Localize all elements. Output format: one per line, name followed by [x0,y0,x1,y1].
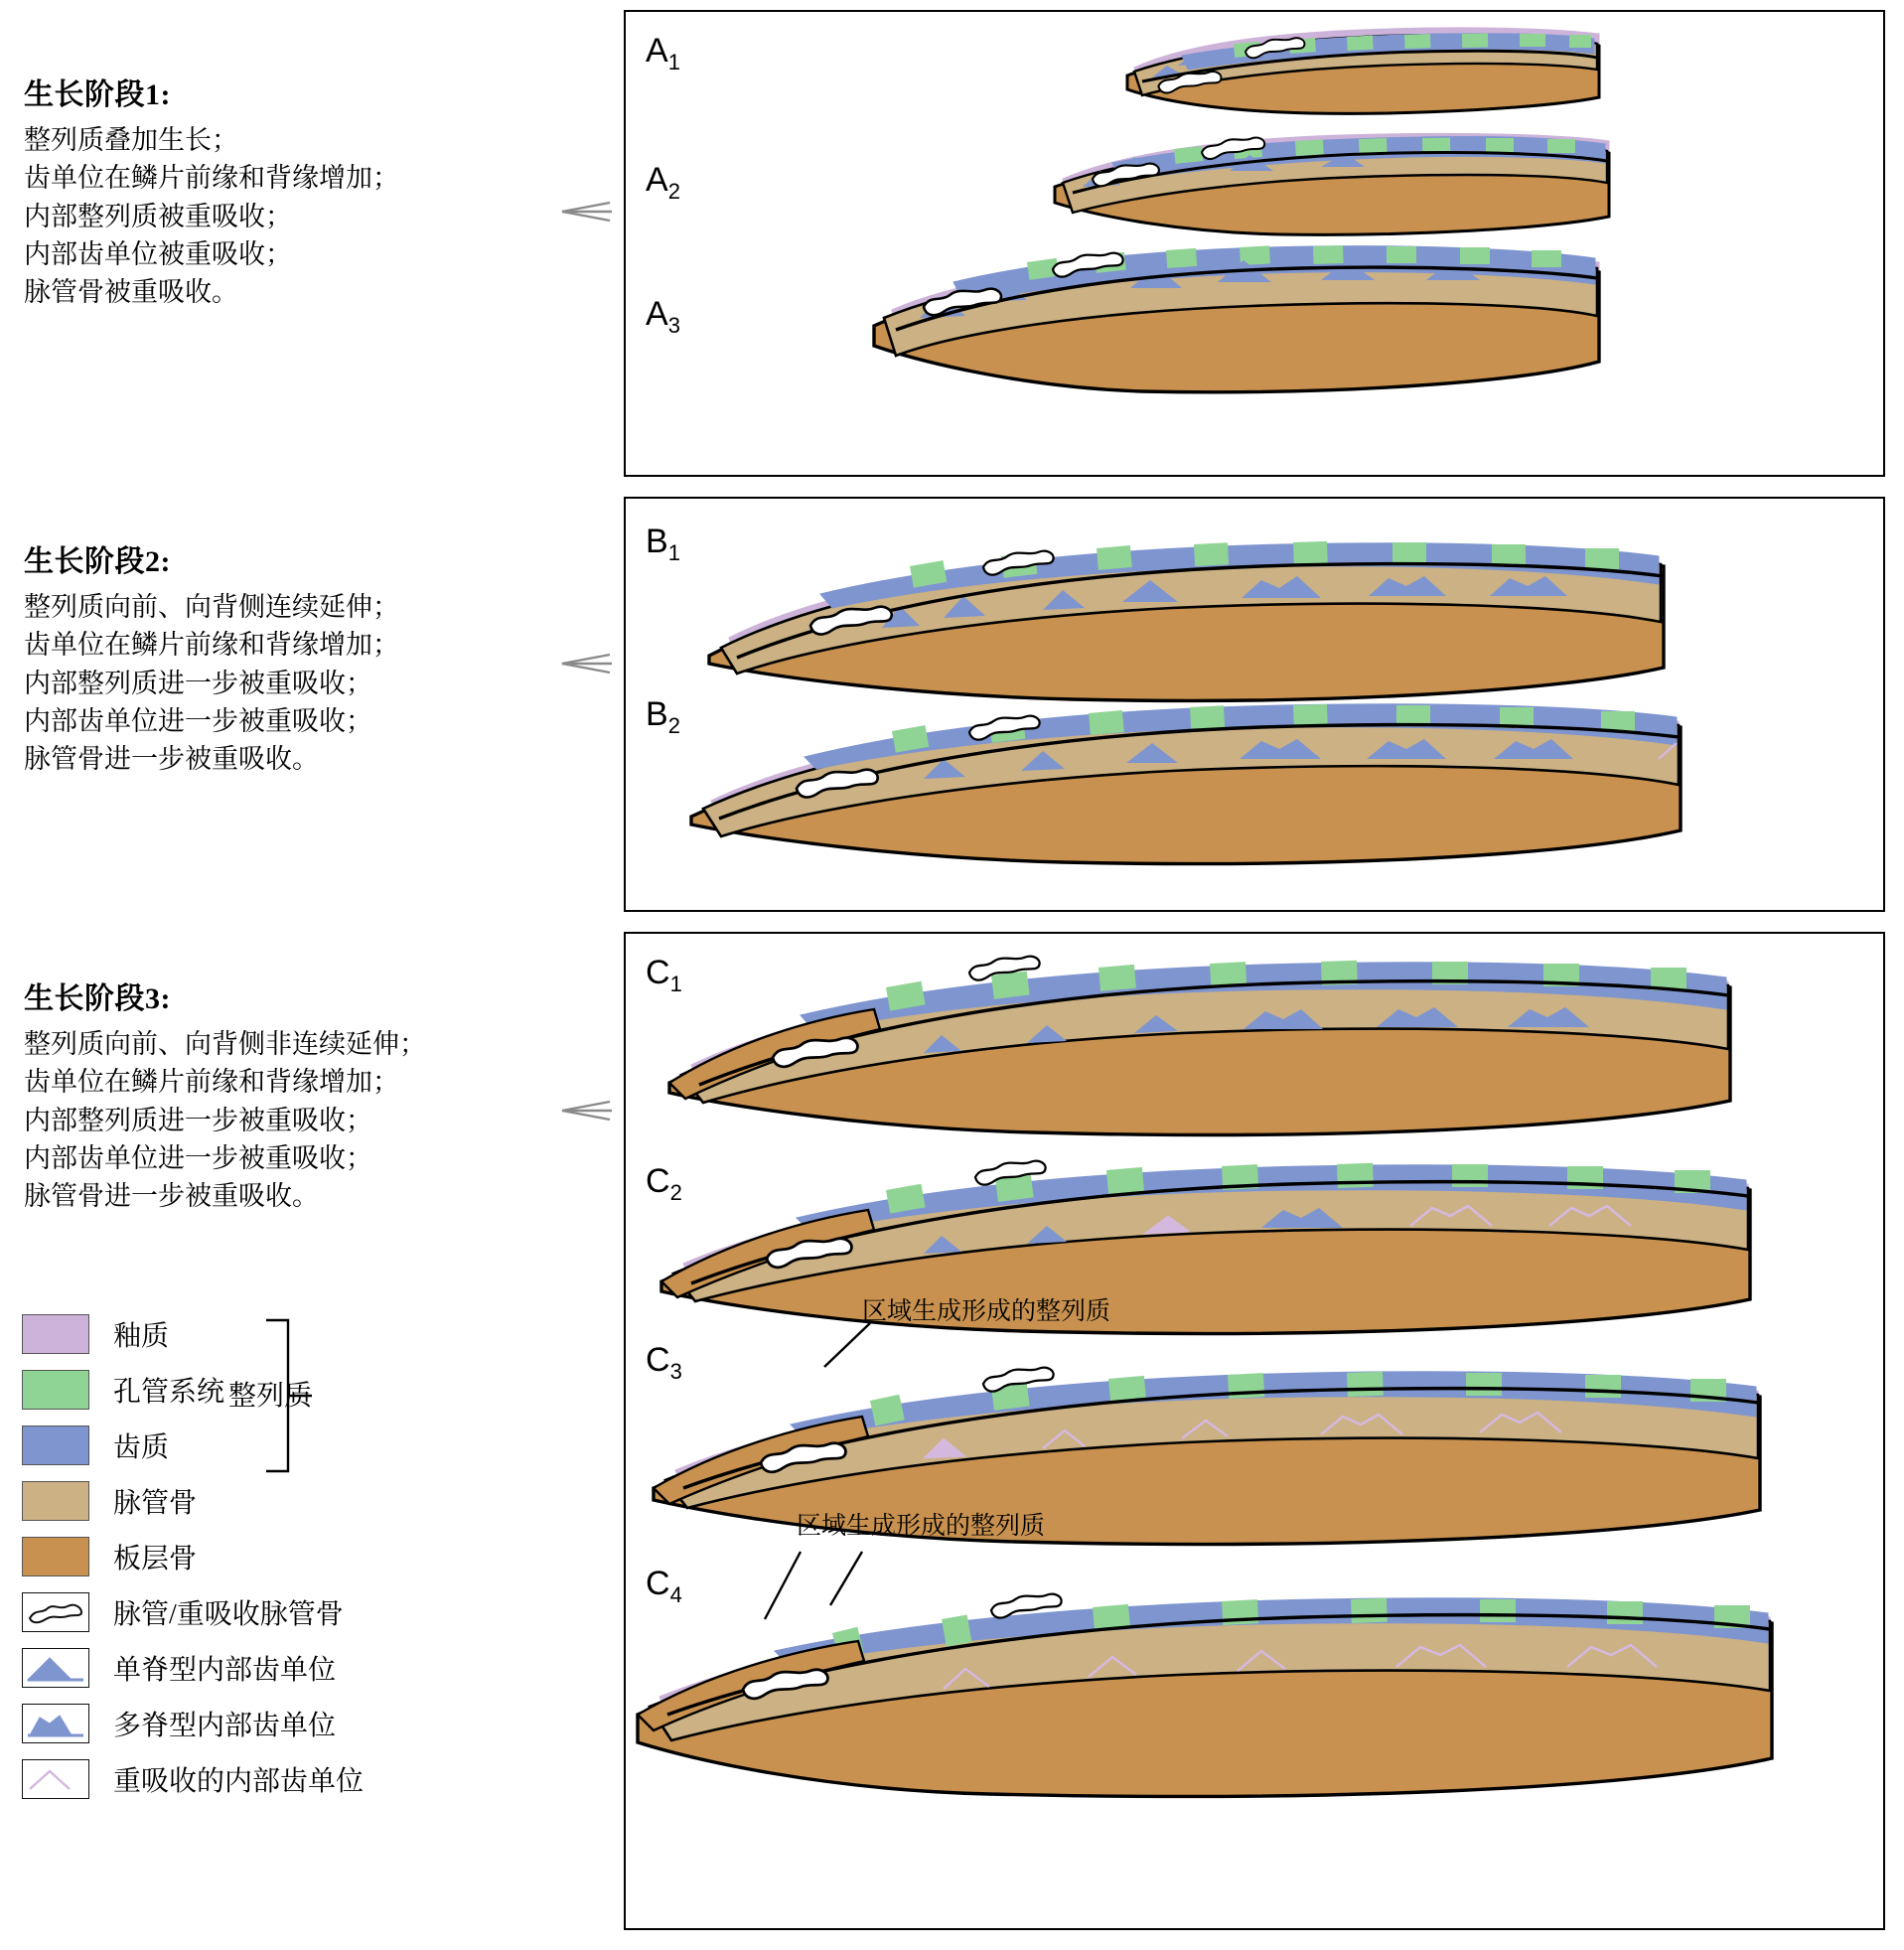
panel-a [624,10,1885,477]
panel-c-drawing [626,934,1883,1928]
annotation-c3: 区域生成形成的整列质 [862,1298,1111,1325]
specimen-label-a2-letter: A [646,161,668,199]
stage-1-line-5: 脉管骨被重吸收。 [24,277,238,308]
stage-2-line-3: 内部整列质进一步被重吸收； [24,668,372,698]
specimen-label-c4 [646,1565,682,1608]
panel-b [624,497,1885,912]
panel-c [624,932,1885,1930]
pore-canal-swatch [22,1370,89,1410]
specimen-label-b2-sub: 2 [667,712,680,738]
scale-a3 [874,245,1599,392]
vascular-canal-icon [22,1592,89,1632]
stage-2-line-2: 齿单位在鳞片前缘和背缘增加； [24,630,399,661]
stage-3-line-2: 齿单位在鳞片前缘和背缘增加； [24,1067,399,1098]
specimen-label-a3-letter: A [646,295,668,333]
specimen-label-a3-sub: 3 [667,312,680,338]
specimen-label-c1-sub: 1 [669,971,682,996]
legend-item-dentine [22,1418,538,1473]
resorbed-odontode-icon [22,1759,89,1799]
stage-3-line-4: 内部齿单位进一步被重吸收； [24,1142,372,1173]
panel-b-drawing [626,499,1883,910]
arrow-to-panel-b [552,651,612,676]
multi-ridge-odontode-icon [22,1704,89,1743]
legend-item-enamel [22,1306,538,1362]
stage-1-line-3: 内部整列质被重吸收； [24,201,292,231]
arrow-to-panel-c [552,1098,612,1124]
stage-1-line-4: 内部齿单位被重吸收； [24,238,292,269]
enamel-label: 釉质 [113,1321,170,1352]
specimen-label-a1-sub: 1 [667,49,680,75]
pore-canal-label: 孔管系统 [113,1377,225,1408]
enamel-swatch [22,1314,89,1354]
scale-a2 [1055,133,1609,234]
stage-3-line-5: 脉管骨进一步被重吸收。 [24,1181,319,1212]
stage-3-line-1: 整列质向前、向背侧非连续延伸； [24,1029,426,1059]
left-text-column [0,0,596,1948]
specimen-label-c3-letter: C [646,1341,670,1379]
dentine-swatch [22,1425,89,1465]
vascular-resorbed-label: 脉管/重吸收脉管骨 [113,1599,344,1630]
stage-1-line-1: 整列质叠加生长； [24,125,238,155]
stage-1-title: 生长阶段1: [24,78,171,111]
specimen-label-c1-letter: C [646,954,670,991]
specimen-label-c1 [646,954,682,997]
vascular-bone-label: 脉管骨 [113,1488,198,1519]
legend-item-vascular-resorbed [22,1584,538,1640]
legend [22,1306,538,1807]
specimen-label-a1-letter: A [646,32,668,70]
single-ridge-label: 单脊型内部齿单位 [113,1655,337,1686]
dentine-label: 齿质 [113,1432,170,1463]
specimen-label-c2 [646,1162,682,1206]
stage-block-3 [24,974,580,1216]
panel-a-drawing [626,12,1883,475]
lamellar-bone-swatch [22,1537,89,1576]
stage-3-line-3: 内部整列质进一步被重吸收； [24,1105,372,1135]
legend-item-single-ridge [22,1640,538,1696]
specimen-label-b2 [646,695,680,739]
specimen-label-c2-sub: 2 [669,1179,682,1205]
scale-a1 [1127,28,1599,113]
specimen-label-c4-sub: 4 [669,1581,682,1607]
specimen-label-b2-letter: B [646,695,668,733]
legend-item-multi-ridge [22,1696,538,1751]
specimen-label-a2-sub: 2 [667,178,680,204]
legend-item-vascular-bone [22,1473,538,1529]
specimen-label-c3 [646,1341,682,1385]
scale-c2 [661,1161,1750,1334]
stage-2-title: 生长阶段2: [24,545,171,578]
stage-2-line-1: 整列质向前、向背侧连续延伸； [24,592,399,622]
scale-b1 [709,541,1664,701]
legend-item-resorbed-odontode [22,1751,538,1807]
stage-2-line-4: 内部齿单位进一步被重吸收； [24,705,372,736]
specimen-label-b1-letter: B [646,523,668,560]
stage-1-line-2: 齿单位在鳞片前缘和背缘增加； [24,163,399,194]
stage-3-title: 生长阶段3: [24,982,171,1015]
legend-item-lamellar-bone [22,1529,538,1584]
stage-block-1 [24,70,580,312]
legend-bracket-label: 整列质 [228,1381,313,1412]
specimen-label-c3-sub: 3 [669,1358,682,1384]
specimen-label-c4-letter: C [646,1565,670,1602]
specimen-label-b1-sub: 1 [667,539,680,565]
multi-ridge-label: 多脊型内部齿单位 [113,1711,337,1741]
specimen-label-a3 [646,295,680,339]
panels-column [624,10,1885,1950]
single-ridge-odontode-icon [22,1648,89,1688]
specimen-label-b1 [646,523,680,566]
lamellar-bone-label: 板层骨 [113,1544,198,1575]
scale-c4 [638,1552,1772,1796]
vascular-bone-swatch [22,1481,89,1521]
stage-block-2 [24,536,580,779]
specimen-label-a2 [646,161,680,205]
scale-c1 [669,957,1730,1135]
arrow-to-panel-a [552,199,612,225]
scale-b2 [691,704,1681,864]
stage-2-line-5: 脉管骨进一步被重吸收。 [24,744,319,775]
specimen-label-a1 [646,32,680,75]
resorbed-odontode-label: 重吸收的内部齿单位 [113,1766,365,1797]
specimen-label-c2-letter: C [646,1162,670,1200]
annotation-c4: 区域生成形成的整列质 [797,1513,1046,1540]
